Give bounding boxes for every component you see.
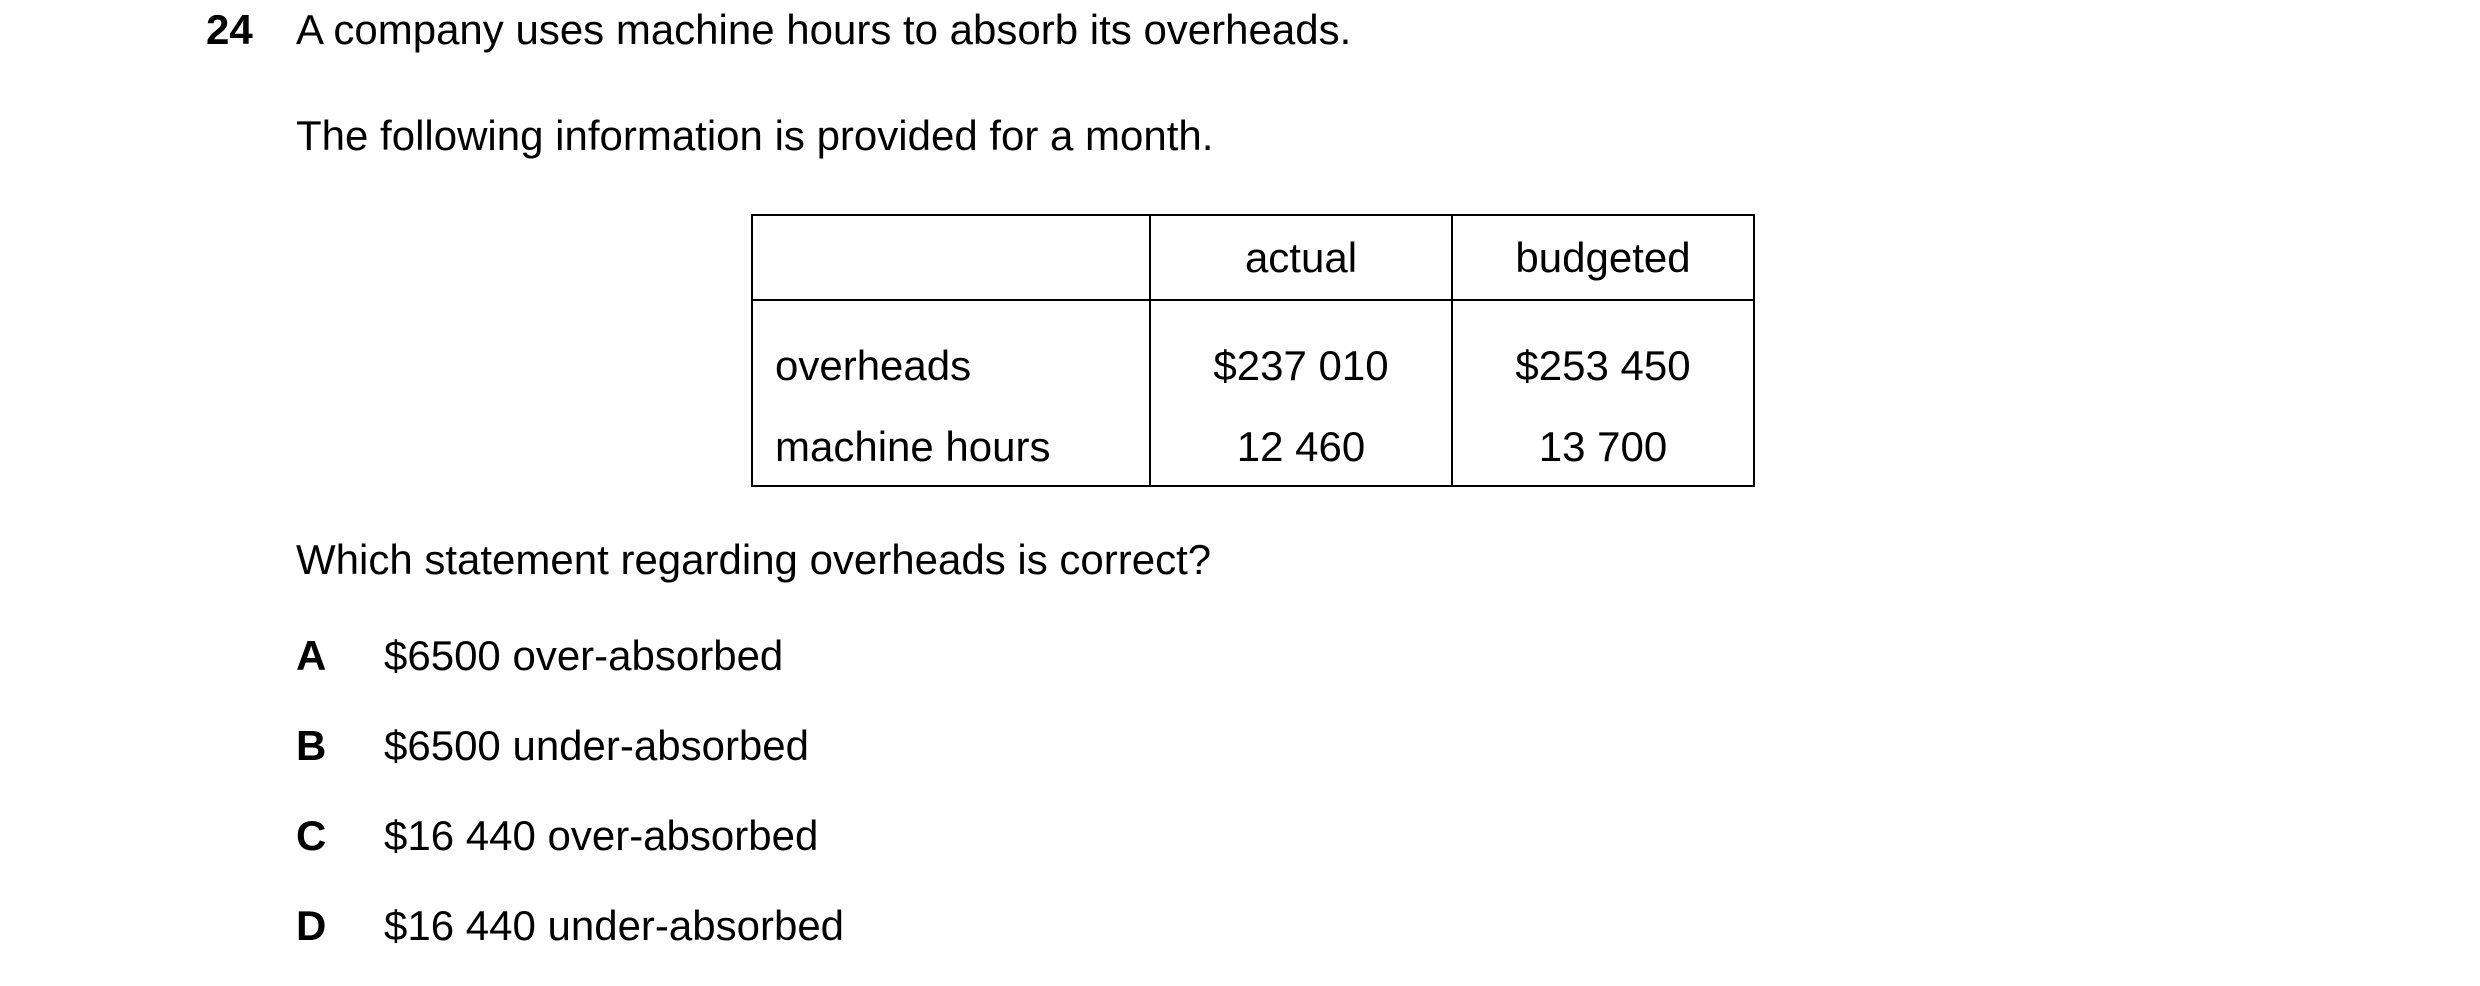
option-a[interactable] bbox=[296, 630, 783, 682]
option-b[interactable] bbox=[296, 720, 809, 772]
option-text: $16 440 over-absorbed bbox=[384, 812, 819, 859]
option-letter: C bbox=[296, 812, 327, 859]
question-number: 24 bbox=[206, 6, 253, 53]
table-header-budgeted: budgeted bbox=[1452, 215, 1754, 300]
table-row bbox=[752, 300, 1754, 421]
option-c[interactable] bbox=[296, 810, 818, 862]
machine-hours-budgeted: 13 700 bbox=[1452, 421, 1754, 486]
row-label-overheads: overheads bbox=[752, 300, 1150, 421]
overheads-table bbox=[751, 214, 1755, 487]
option-letter: B bbox=[296, 722, 327, 769]
table-header-row bbox=[752, 215, 1754, 300]
table-header-blank bbox=[752, 215, 1150, 300]
option-letter: A bbox=[296, 632, 327, 679]
question-prompt: Which statement regarding overheads is correct? bbox=[296, 536, 1212, 583]
overheads-budgeted: $253 450 bbox=[1452, 300, 1754, 421]
option-text: $6500 under-absorbed bbox=[384, 722, 810, 769]
option-text: $16 440 under-absorbed bbox=[384, 902, 845, 949]
option-d[interactable] bbox=[296, 900, 844, 952]
machine-hours-actual: 12 460 bbox=[1150, 421, 1452, 486]
table-row bbox=[752, 421, 1754, 486]
option-letter: D bbox=[296, 902, 327, 949]
table-header-actual: actual bbox=[1150, 215, 1452, 300]
row-label-machine-hours: machine hours bbox=[752, 421, 1150, 486]
option-text: $6500 over-absorbed bbox=[384, 632, 784, 679]
overheads-actual: $237 010 bbox=[1150, 300, 1452, 421]
question-stem: A company uses machine hours to absorb its overheads. bbox=[296, 6, 1352, 53]
question-intro: The following information is provided for a month. bbox=[296, 112, 1214, 159]
